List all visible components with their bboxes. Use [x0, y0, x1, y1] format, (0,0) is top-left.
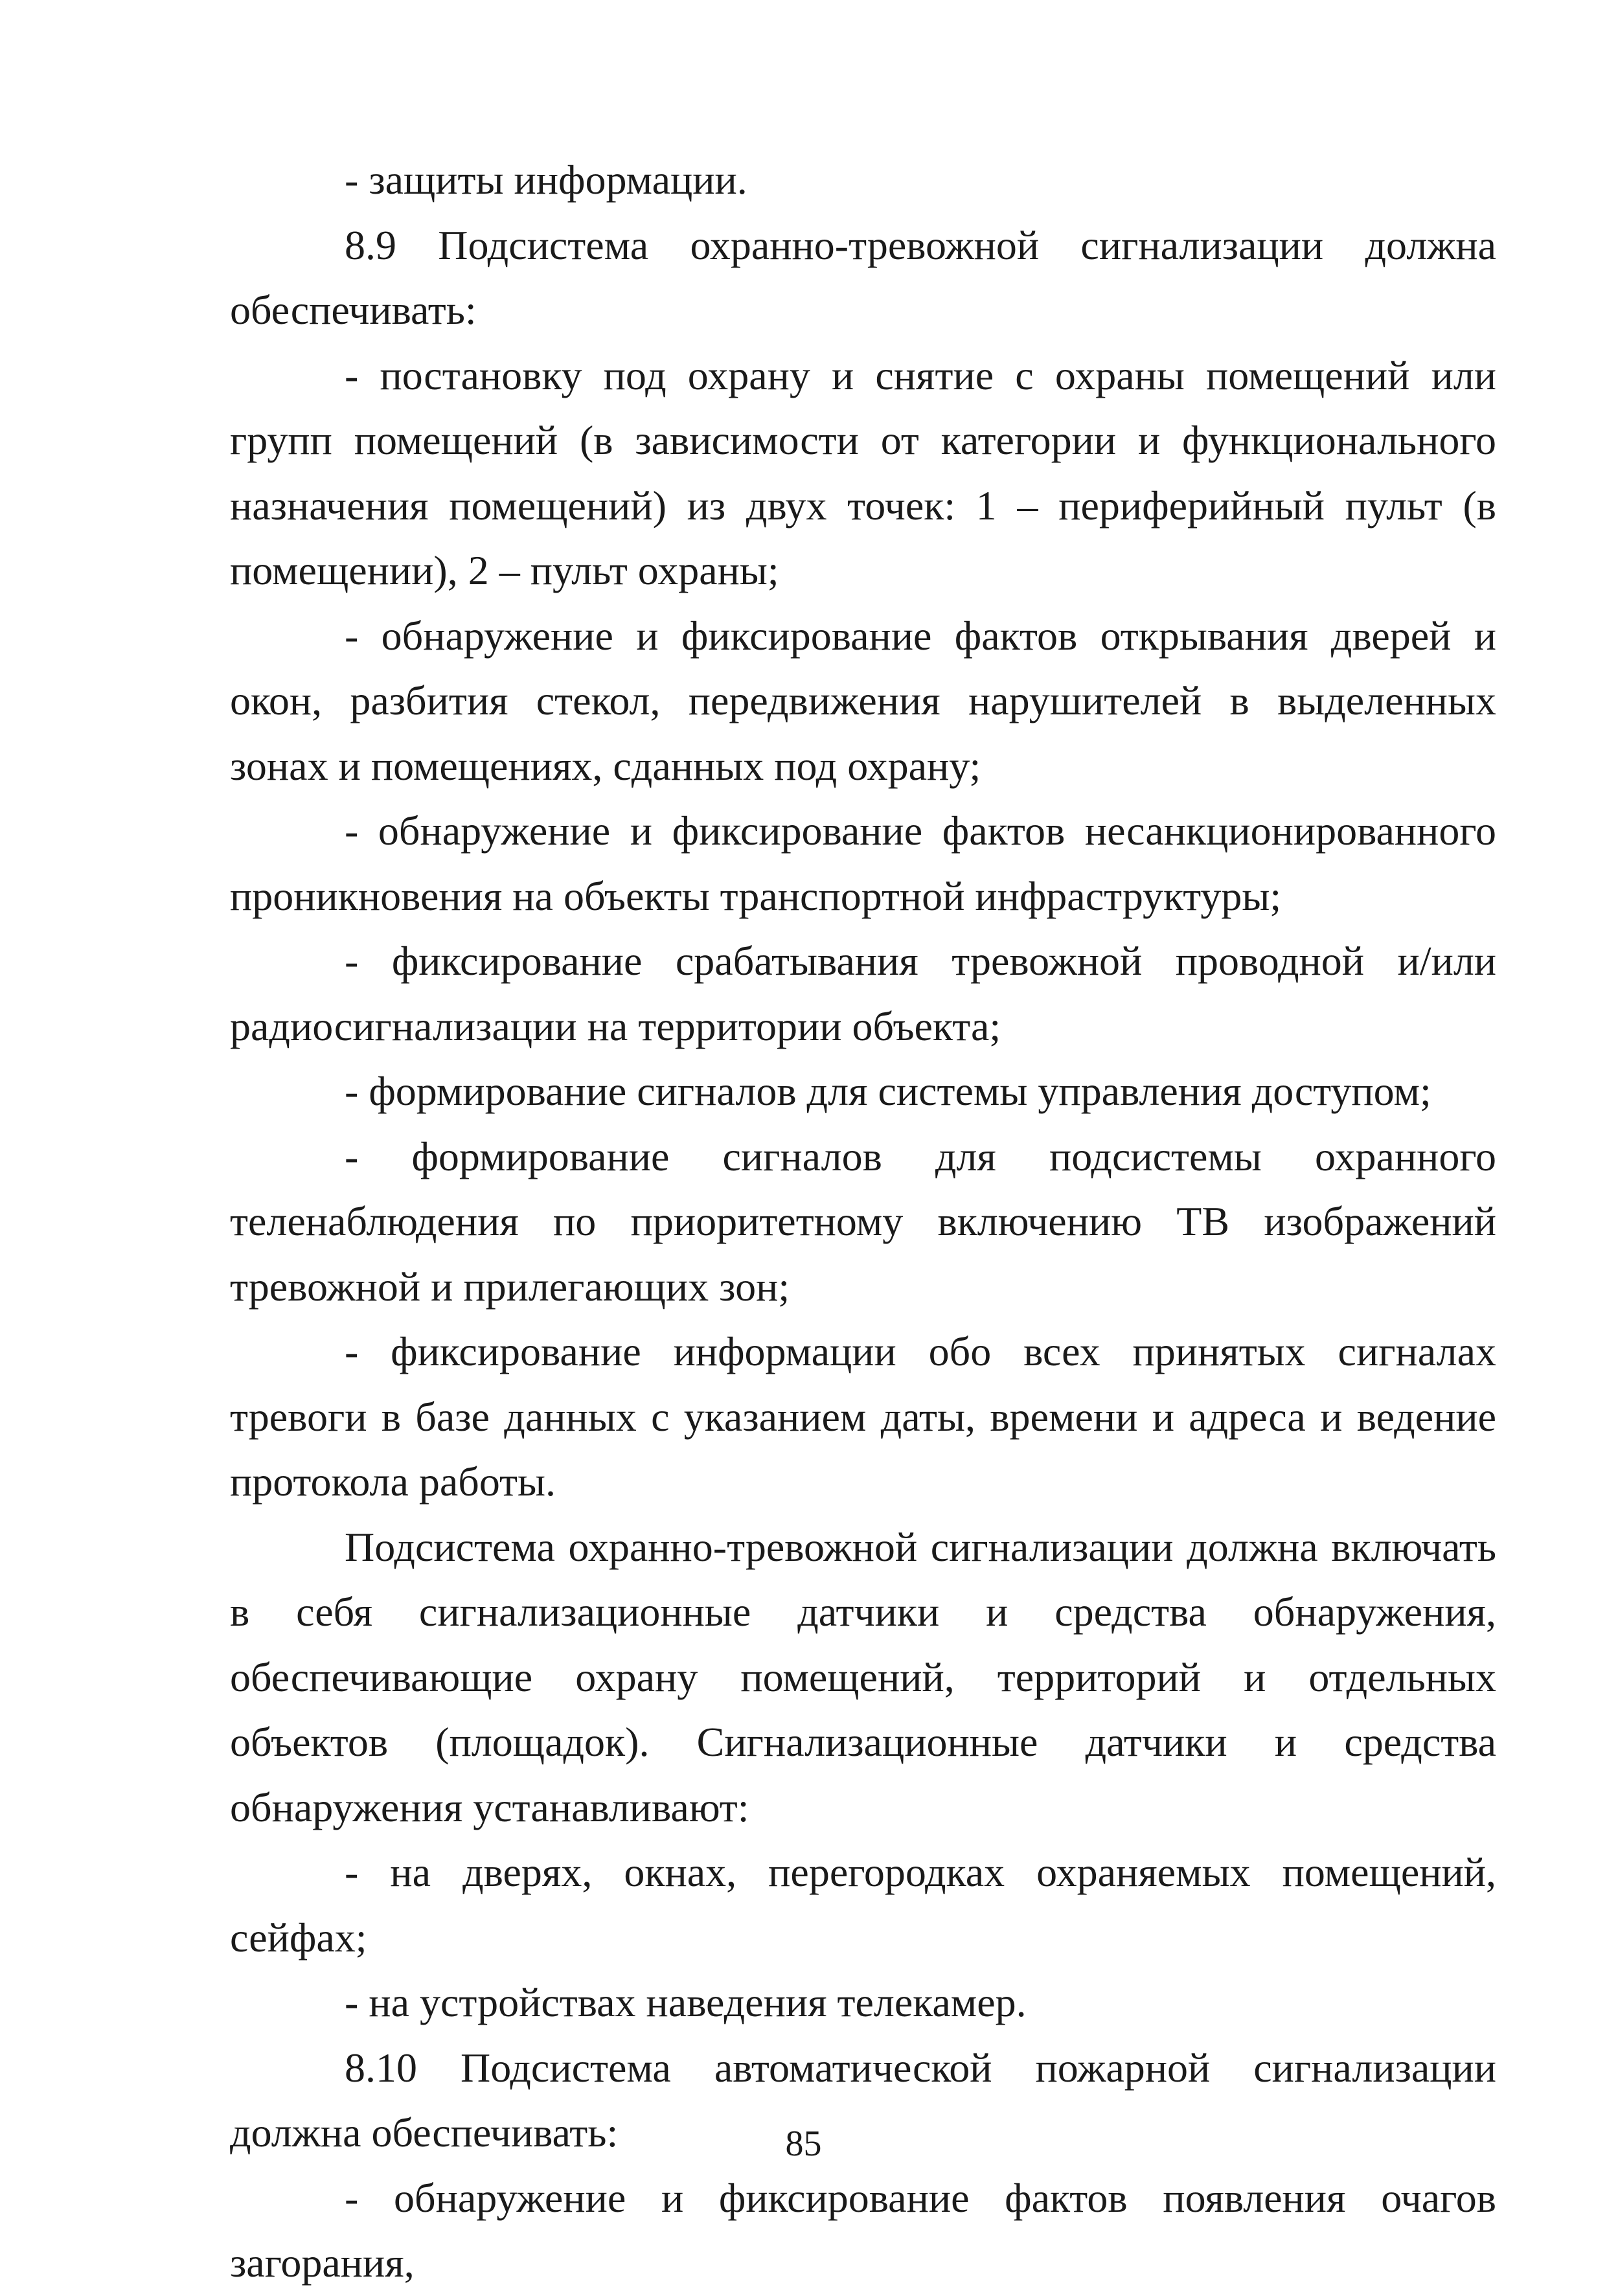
- paragraph-section-8-9: 8.9 Подсистема охранно-тревожной сигнализации должна обеспечивать:: [230, 222, 1496, 333]
- page-number: 85: [785, 2124, 822, 2164]
- paragraph-list-item: - защиты информации.: [345, 157, 747, 203]
- paragraph-list-item: - фиксирование информации обо всех принятых сигналах тревоги в базе данных с указанием даты, времени и адреса и ведение протокола работы.: [230, 1328, 1496, 1505]
- paragraph-body: Подсистема охранно-тревожной сигнализации должна включать в себя сигнализационные датчики и средства обнаружения, обеспечивающие охрану помещений, территорий и отдельных объектов (площадок). Сигнализационные датчики и средства обнаружения устанавливают:: [230, 1523, 1496, 1830]
- paragraph-list-item: - формирование сигналов для системы управления доступом;: [345, 1068, 1431, 1114]
- paragraph-list-item: - фиксирование срабатывания тревожной проводной и/или радиосигнализации на территории объекта;: [230, 938, 1496, 1049]
- body-text: [230, 148, 1496, 2296]
- paragraph-list-item: - обнаружение и фиксирование фактов открывания дверей и окон, разбития стекол, передвижения нарушителей в выделенных зонах и помещениях, сданных под охрану;: [230, 612, 1496, 789]
- paragraph-list-item: - на дверях, окнах, перегородках охраняемых помещений, сейфах;: [230, 1849, 1496, 1961]
- paragraph-list-item: - постановку под охрану и снятие с охраны помещений или групп помещений (в зависимости от категории и функционального назначения помещений) из двух точек: 1 – периферийный пульт (в помещении), 2 – пульт охраны;: [230, 352, 1496, 593]
- paragraph-list-item: - обнаружение и фиксирование фактов появления очагов загорания,: [230, 2174, 1496, 2286]
- paragraph-list-item: - на устройствах наведения телекамер.: [345, 1979, 1027, 2025]
- paragraph-list-item: - формирование сигналов для подсистемы охранного теленаблюдения по приоритетному включению ТВ изображений тревожной и прилегающих зон;: [230, 1133, 1496, 1310]
- paragraph-section-8-10: 8.10 Подсистема автоматической пожарной сигнализации должна обеспечивать:: [230, 2044, 1496, 2155]
- paragraph-list-item: - обнаружение и фиксирование фактов несанкционированного проникновения на объекты транспортной инфраструктуры;: [230, 808, 1496, 919]
